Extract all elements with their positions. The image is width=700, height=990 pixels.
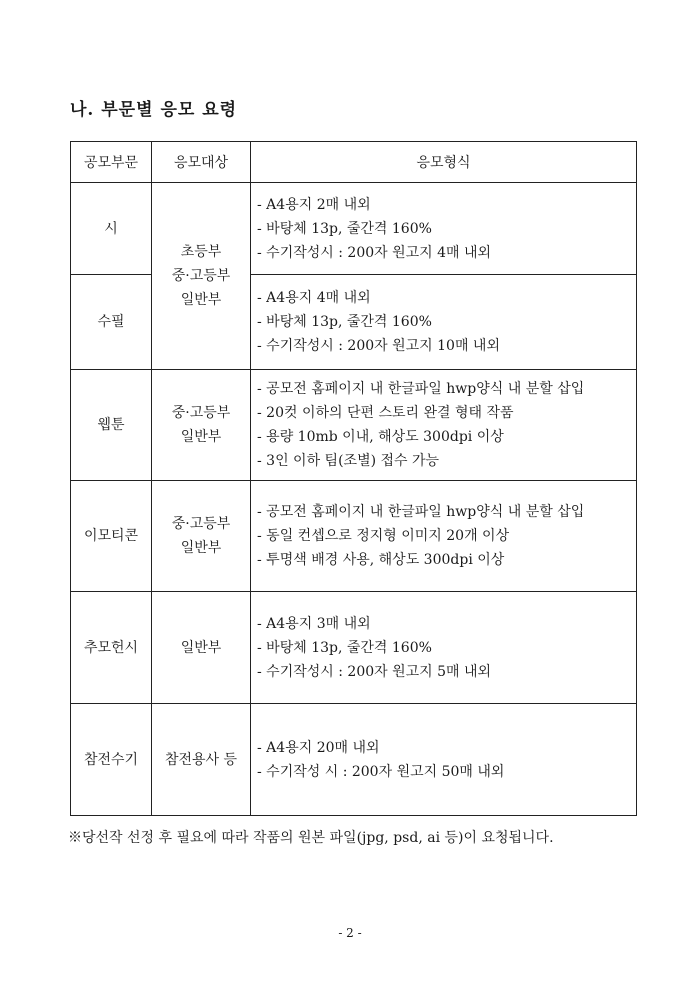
format-cell (251, 370, 637, 481)
format-cell (251, 183, 637, 275)
format-item: - 바탕체 13p, 줄간격 160% (257, 220, 432, 237)
format-item: - 수기작성시 : 200자 원고지 10매 내외 (257, 338, 500, 354)
target-line: 일반부 (180, 292, 222, 308)
header-format: 응모형식 (251, 142, 637, 183)
format-item: - A4용지 4매 내외 (257, 290, 371, 306)
category-cell: 시 (71, 183, 152, 275)
page-number: - 2 - (338, 926, 362, 940)
category-cell: 웹툰 (71, 370, 152, 481)
format-item: - A4용지 20매 내외 (257, 739, 380, 756)
header-target: 응모대상 (152, 142, 251, 183)
format-item: - 수기작성시 : 200자 원고지 5매 내외 (257, 663, 492, 680)
format-item: - 20컷 이하의 단편 스토리 완결 형태 작품 (257, 405, 514, 421)
format-item: - A4용지 2매 내외 (257, 196, 371, 213)
target-line: 중·고등부 (171, 516, 231, 532)
table-row (71, 370, 637, 481)
target-line: 중·고등부 (171, 405, 231, 421)
category-cell: 수필 (71, 275, 152, 370)
format-item: - 바탕체 13p, 줄간격 160% (257, 639, 432, 656)
category-cell: 이모티콘 (71, 481, 152, 592)
target-line: 일반부 (180, 540, 222, 556)
target-line: 일반부 (180, 639, 222, 656)
table-row (71, 183, 637, 275)
format-item: - 투명색 배경 사용, 해상도 300dpi 이상 (257, 552, 505, 568)
target-cell (152, 592, 251, 704)
format-item: - 3인 이하 팀(조별) 접수 가능 (257, 453, 440, 469)
target-line: 중·고등부 (171, 268, 231, 284)
table-row (71, 704, 637, 816)
target-cell (152, 183, 251, 370)
format-item: - 공모전 홈페이지 내 한글파일 hwp양식 내 분할 삽입 (257, 381, 585, 397)
format-cell (251, 481, 637, 592)
contest-guidelines-table (70, 141, 637, 816)
table-row (71, 592, 637, 704)
format-item: - 공모전 홈페이지 내 한글파일 hwp양식 내 분할 삽입 (257, 504, 585, 520)
table-row (71, 481, 637, 592)
header-category: 공모부문 (71, 142, 152, 183)
category-cell: 추모헌시 (71, 592, 152, 704)
format-cell (251, 275, 637, 370)
target-line: 일반부 (180, 429, 222, 445)
format-cell (251, 704, 637, 816)
target-cell (152, 704, 251, 816)
format-item: - 용량 10mb 이내, 해상도 300dpi 이상 (257, 429, 504, 445)
target-cell (152, 481, 251, 592)
table-header-row (71, 142, 637, 183)
format-item: - 바탕체 13p, 줄간격 160% (257, 314, 432, 330)
format-item: - A4용지 3매 내외 (257, 615, 371, 632)
target-line: 초등부 (180, 244, 222, 260)
target-line: 참전용사 등 (164, 751, 238, 768)
section-title: 나. 부문별 응모 요령 (70, 100, 238, 120)
target-cell (152, 370, 251, 481)
format-item: - 수기작성시 : 200자 원고지 4매 내외 (257, 244, 492, 261)
note-text: ※당선작 선정 후 필요에 따라 작품의 원본 파일(jpg, psd, ai 등)이 요청됩니다. (68, 830, 554, 846)
category-cell: 참전수기 (71, 704, 152, 816)
format-item: - 동일 컨셉으로 정지형 이미지 20개 이상 (257, 528, 510, 544)
format-cell (251, 592, 637, 704)
format-item: - 수기작성 시 : 200자 원고지 50매 내외 (257, 763, 505, 780)
